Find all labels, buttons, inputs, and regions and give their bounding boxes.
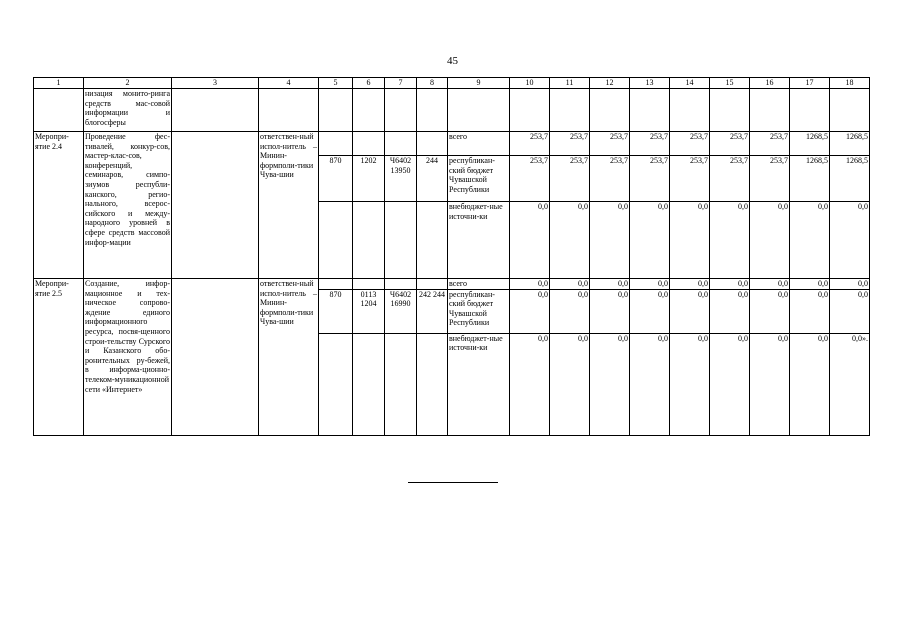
- column-number: 12: [590, 78, 630, 89]
- column-number: 6: [353, 78, 385, 89]
- activity-name: Меропри-ятие 2.5: [34, 279, 84, 436]
- value-cell: 253,7: [510, 132, 550, 156]
- value-cell: 0,0: [750, 289, 790, 333]
- activity-description: Создание, инфор-мационное и тех-ническое сопрово-ждение единого информационного ресурса, посвя-щенного строи-тельству Сурского и Казанского обо-ронительных ру-бежей, в информа-ционно-телеком-муникационной сети «Интернет»: [84, 279, 172, 436]
- column-number: 18: [830, 78, 870, 89]
- funding-source: внебюджет-ные источни-ки: [448, 202, 510, 279]
- responsible-executor: ответствен-ный испол-нитель – Минин-формполи-тики Чува-шии: [259, 132, 319, 279]
- expense-type-code: 244: [417, 156, 448, 202]
- value-cell: 0,0: [750, 279, 790, 290]
- grbs-code: 870: [319, 289, 353, 333]
- value-cell: 1268,5: [830, 156, 870, 202]
- value-cell: 0,0: [590, 333, 630, 435]
- value-cell: 253,7: [670, 156, 710, 202]
- column-number: 8: [417, 78, 448, 89]
- value-cell: 0,0: [590, 289, 630, 333]
- funding-source: республикан-ский бюджет Чувашской Республики: [448, 156, 510, 202]
- table-row: [34, 279, 870, 290]
- value-cell: 0,0: [510, 279, 550, 290]
- value-cell: 0,0: [830, 289, 870, 333]
- column-number: 14: [670, 78, 710, 89]
- activity-name: Меропри-ятие 2.4: [34, 132, 84, 279]
- expense-type-code: 242 244: [417, 289, 448, 333]
- value-cell: 0,0: [630, 333, 670, 435]
- value-cell: 0,0: [830, 202, 870, 279]
- value-cell: 1268,5: [790, 156, 830, 202]
- target-article-code: Ч6402 13950: [385, 156, 417, 202]
- value-cell: 0,0: [790, 289, 830, 333]
- value-cell: 0,0: [550, 202, 590, 279]
- value-cell: 0,0: [670, 279, 710, 290]
- column-number: 13: [630, 78, 670, 89]
- value-cell: 253,7: [550, 156, 590, 202]
- column-number: 4: [259, 78, 319, 89]
- value-cell: 253,7: [630, 156, 670, 202]
- column-number: 15: [710, 78, 750, 89]
- section-code: 1202: [353, 156, 385, 202]
- funding-source: внебюджет-ные источни-ки: [448, 333, 510, 435]
- continued-description: низация монито-ринга средств мас-совой информации и блогосферы: [84, 89, 172, 132]
- value-cell: 0,0: [750, 202, 790, 279]
- value-cell: 1268,5: [830, 132, 870, 156]
- value-cell: 0,0: [790, 279, 830, 290]
- value-cell: 253,7: [710, 156, 750, 202]
- value-cell: 0,0: [630, 202, 670, 279]
- column-number: 3: [172, 78, 259, 89]
- value-cell: 253,7: [590, 156, 630, 202]
- value-cell: 0,0: [590, 279, 630, 290]
- value-cell: 0,0: [790, 333, 830, 435]
- page-number: 45: [447, 55, 458, 67]
- value-cell: 0,0: [510, 202, 550, 279]
- value-cell: 253,7: [710, 132, 750, 156]
- value-cell: 0,0: [630, 289, 670, 333]
- column-number: 2: [84, 78, 172, 89]
- section-code: 0113 1204: [353, 289, 385, 333]
- value-cell: 1268,5: [790, 132, 830, 156]
- column-number: 16: [750, 78, 790, 89]
- value-cell: 0,0: [510, 333, 550, 435]
- column-number-row: [34, 78, 870, 89]
- table-row: [34, 132, 870, 156]
- value-cell: 0,0: [710, 333, 750, 435]
- value-cell: 0,0: [670, 333, 710, 435]
- activity-description: Проведение фес-тивалей, конкур-сов, мастер-клас-сов, конференций, семинаров, симпо-зиумов республи-канского, регио-нального, всерос-сийского и между-народного уровней в сфере средств массовой инфор-мации: [84, 132, 172, 279]
- value-cell: 253,7: [550, 132, 590, 156]
- value-cell: 253,7: [750, 132, 790, 156]
- funding-source: республикан-ский бюджет Чувашской Республики: [448, 289, 510, 333]
- value-cell: 0,0: [590, 202, 630, 279]
- continuation-row: [34, 89, 870, 132]
- value-cell: 0,0: [550, 279, 590, 290]
- value-cell: 0,0: [510, 289, 550, 333]
- value-cell: 0,0: [830, 279, 870, 290]
- value-cell: 0,0: [670, 202, 710, 279]
- column-number: 5: [319, 78, 353, 89]
- column-number: 7: [385, 78, 417, 89]
- end-separator-line: [408, 482, 498, 483]
- value-cell: 0,0: [710, 202, 750, 279]
- value-cell: 0,0».: [830, 333, 870, 435]
- value-cell: 0,0: [710, 289, 750, 333]
- value-cell: 0,0: [790, 202, 830, 279]
- value-cell: 253,7: [750, 156, 790, 202]
- responsible-executor: ответствен-ный испол-нитель – Минин-формполи-тики Чува-шии: [259, 279, 319, 436]
- budget-table: [33, 77, 870, 436]
- grbs-code: 870: [319, 156, 353, 202]
- column-number: 9: [448, 78, 510, 89]
- column-number: 1: [34, 78, 84, 89]
- column-number: 10: [510, 78, 550, 89]
- value-cell: 0,0: [550, 289, 590, 333]
- value-cell: 253,7: [510, 156, 550, 202]
- value-cell: 0,0: [670, 289, 710, 333]
- value-cell: 0,0: [710, 279, 750, 290]
- value-cell: 0,0: [550, 333, 590, 435]
- funding-source: всего: [448, 132, 510, 156]
- funding-source: всего: [448, 279, 510, 290]
- value-cell: 0,0: [630, 279, 670, 290]
- target-article-code: Ч6402 16990: [385, 289, 417, 333]
- value-cell: 253,7: [590, 132, 630, 156]
- value-cell: 0,0: [750, 333, 790, 435]
- column-number: 11: [550, 78, 590, 89]
- value-cell: 253,7: [630, 132, 670, 156]
- column-number: 17: [790, 78, 830, 89]
- value-cell: 253,7: [670, 132, 710, 156]
